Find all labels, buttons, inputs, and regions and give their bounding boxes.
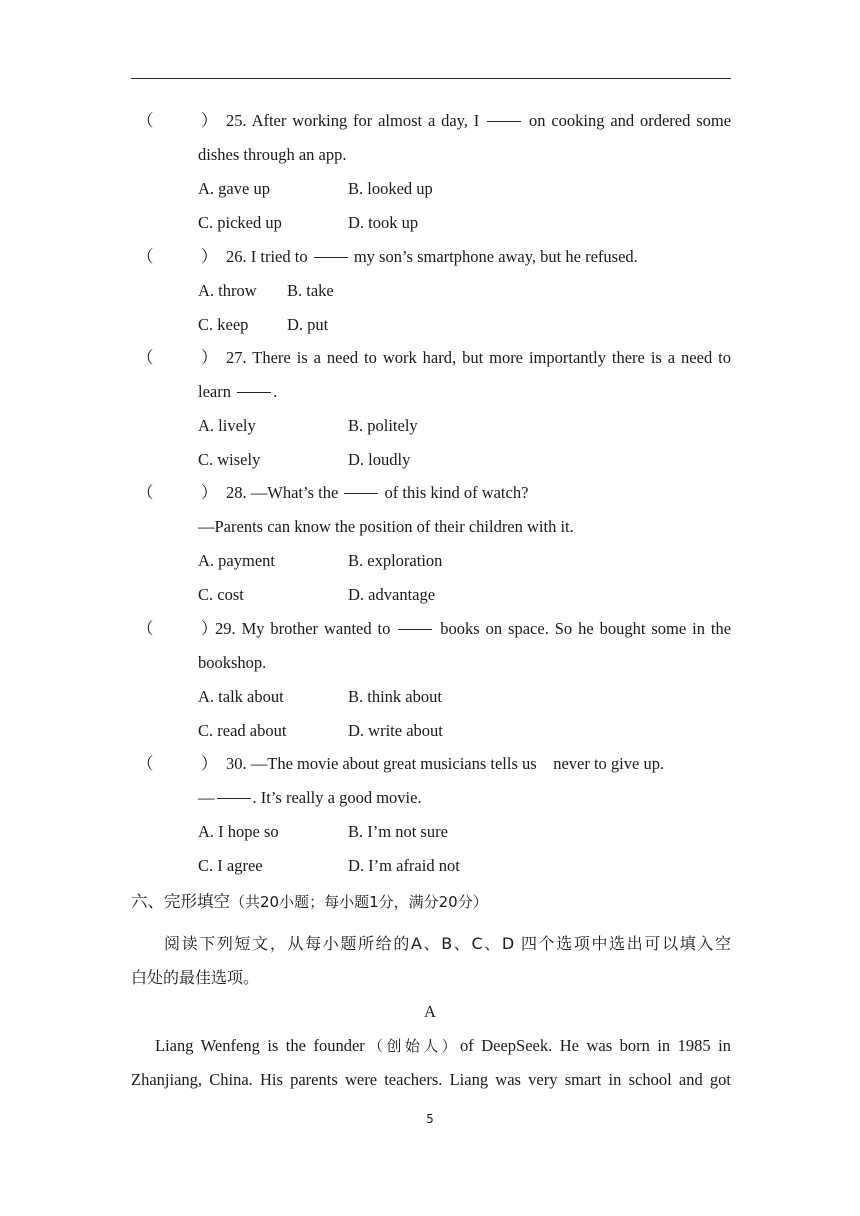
question-stem: 30. —The movie about great musicians tells us never to give up. (226, 754, 665, 773)
answer-blank (237, 391, 271, 393)
question-26 (131, 240, 731, 342)
option-a: A. throw (198, 281, 257, 300)
answer-blank (487, 120, 521, 122)
option-a: A. lively (198, 416, 256, 435)
option-d: D. loudly (348, 450, 411, 469)
answer-blank (398, 628, 432, 630)
question-stem: 29. My brother wanted to books on space. So he bought some in the (215, 619, 732, 638)
option-b: B. take (287, 281, 334, 300)
instruction-line-1: 阅读下列短文，从每小题所给的A、B、C、D 四个选项中选出可以填入空 (164, 934, 731, 953)
answer-paren-left: （ (137, 483, 154, 502)
answer-paren-left: （ (137, 348, 154, 367)
answer-paren-right: ） (201, 111, 218, 130)
question-30 (131, 747, 731, 883)
question-stem-cont: —Parents can know the position of their children with it. (198, 517, 574, 536)
option-a: A. talk about (198, 687, 284, 706)
answer-paren-left: （ (137, 754, 154, 773)
option-b: B. looked up (348, 179, 433, 198)
question-stem: 27. There is a need to work hard, but more importantly there is a need to (226, 348, 731, 367)
question-stem: 28. —What’s the of this kind of watch? (226, 483, 529, 502)
answer-paren-right: ） (201, 754, 218, 773)
option-a: A. I hope so (198, 822, 279, 841)
answer-paren-left: （ (137, 111, 154, 130)
option-c: C. wisely (198, 450, 261, 469)
passage-line-1: Liang Wenfeng is the founder（创始人）of DeepSeek. He was born in 1985 in (155, 1036, 731, 1055)
option-d: D. advantage (348, 585, 436, 604)
answer-paren-right: ） (201, 619, 218, 638)
instruction-line-2: 白处的最佳选项。 (131, 968, 260, 987)
option-d: D. I’m afraid not (348, 856, 460, 875)
question-25 (131, 104, 731, 240)
option-c: C. I agree (198, 856, 263, 875)
section-instructions (131, 927, 731, 995)
section-heading (131, 888, 488, 912)
answer-blank (344, 492, 378, 494)
option-a: A. payment (198, 551, 275, 570)
question-stem-cont: bookshop. (198, 653, 267, 672)
section-title: 六、完形填空 (131, 892, 230, 911)
option-c: C. keep (198, 315, 249, 334)
page-number: 5 (426, 1112, 434, 1126)
answer-blank (314, 256, 348, 258)
answer-paren-left: （ (137, 619, 154, 638)
passage-text (131, 1029, 731, 1097)
option-d: D. took up (348, 213, 419, 232)
section-subtitle: （共20小题；每小题1分，满分20分） (230, 893, 488, 911)
question-28 (131, 476, 731, 612)
answer-paren-left: （ (137, 247, 154, 266)
question-stem: 25. After working for almost a day, I on cooking and ordered some (226, 111, 732, 130)
option-d: D. write about (348, 721, 443, 740)
option-b: B. exploration (348, 551, 443, 570)
header-rule (131, 78, 731, 79)
passage-label: A (424, 1002, 436, 1021)
question-stem: 26. I tried to my son’s smartphone away, but he refused. (226, 247, 638, 266)
question-stem-cont: — . It’s really a good movie. (198, 788, 422, 807)
question-29 (131, 612, 731, 748)
answer-paren-right: ） (201, 483, 218, 502)
answer-blank (217, 797, 251, 799)
option-a: A. gave up (198, 179, 270, 198)
option-c: C. picked up (198, 213, 282, 232)
passage-line-2: Zhanjiang, China. His parents were teachers. Liang was very smart in school and got (131, 1070, 731, 1089)
question-stem-cont: learn . (198, 382, 278, 401)
option-b: B. I’m not sure (348, 822, 448, 841)
answer-paren-right: ） (201, 348, 218, 367)
option-c: C. cost (198, 585, 244, 604)
question-27 (131, 341, 731, 477)
option-d: D. put (287, 315, 329, 334)
question-stem-cont: dishes through an app. (198, 145, 347, 164)
option-c: C. read about (198, 721, 287, 740)
answer-paren-right: ） (201, 247, 218, 266)
option-b: B. politely (348, 416, 418, 435)
option-b: B. think about (348, 687, 442, 706)
